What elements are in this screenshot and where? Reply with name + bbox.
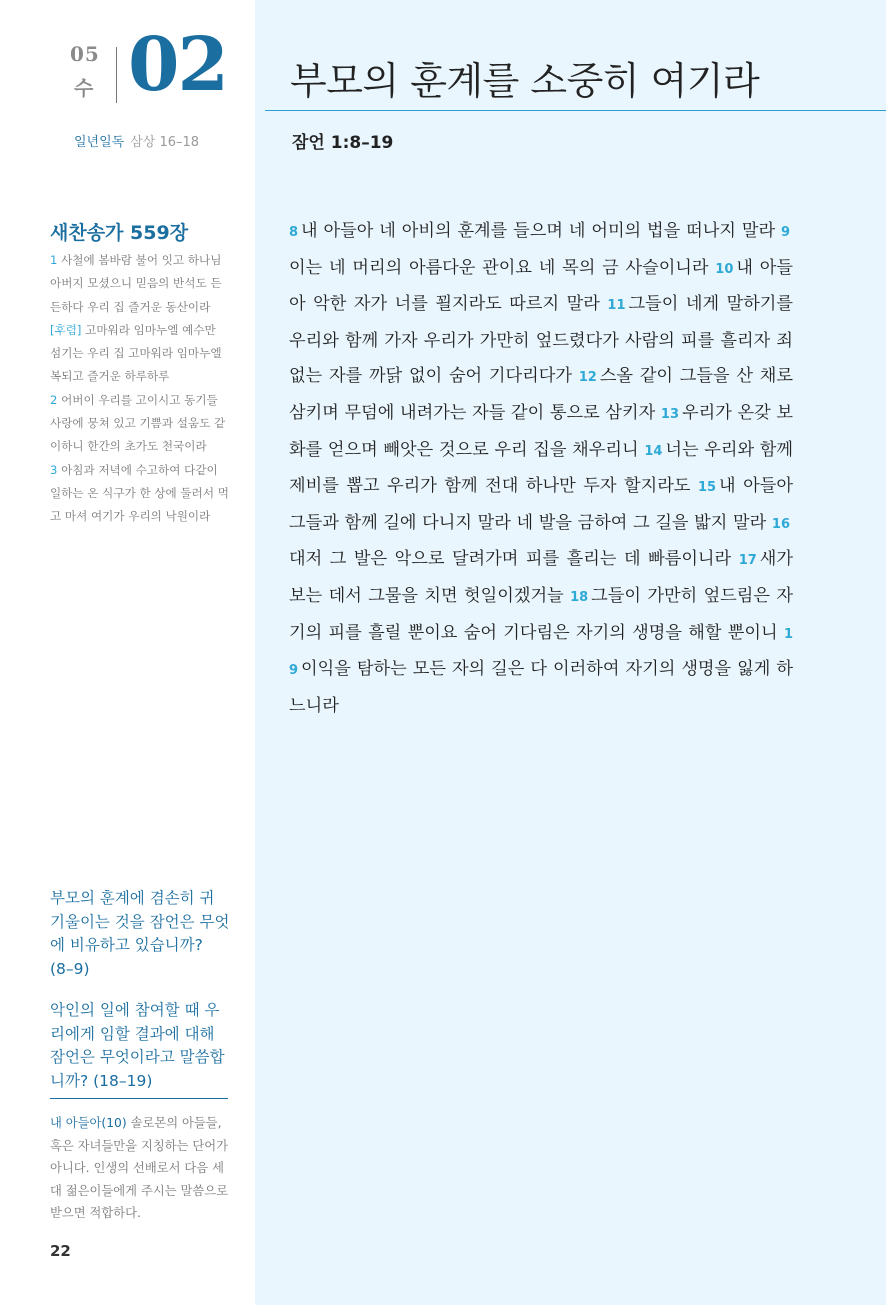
verse-text: 내 아들아 그들과 함께 길에 다니지 말라 네 발을 금하여 그 길을 밟지 말라: [289, 476, 793, 533]
verse-text: 새가 보는 데서 그물을 치면 헛일이겠거늘: [289, 549, 793, 606]
page-title: 부모의 훈계를 소중히 여기라: [290, 59, 760, 103]
verse-number: 9: [780, 225, 791, 240]
verse-text: 그들이 네게 말하기를 우리와 함께 가자 우리가 가만히 엎드렸다가 사람의 피를 흘리자 죄 없는 자를 까닭 없이 숨어 기다리다가: [289, 294, 793, 387]
annual-reading-label: 일년일독: [74, 135, 125, 150]
verse-text: 그들이 가만히 엎드림은 자기의 피를 흘릴 뿐이요 숨어 기다림은 자기의 생명을 해할 뿐이니: [289, 585, 793, 643]
passage-reference: 잠언 1:8–19: [292, 133, 394, 153]
verse-text: 이익을 탐하는 모든 자의 길은 다 이러하여 자기의 생명을 잃게 하느니라: [289, 659, 793, 716]
verse-text: 우리가 온갖 보화를 얻으며 빼앗은 것으로 우리 집을 채우리니: [289, 402, 793, 460]
annual-reading: [74, 131, 199, 150]
verse-number: 17: [738, 553, 757, 569]
scripture-text: [289, 214, 793, 724]
verse-number: 8: [289, 225, 299, 240]
verse-number: 18: [570, 589, 589, 605]
hymn-refrain-label: [후렴]: [50, 322, 82, 337]
verse-number: 12: [578, 370, 597, 386]
verse-number: 15: [697, 480, 717, 496]
study-questions: [50, 887, 230, 1111]
day-number: 02: [128, 22, 227, 108]
hymn-verse-text: 사철에 봄바람 불어 잇고 하나님 아버지 모셨으니 믿음의 반석도 든든하다 우리 집 즐거운 동산이라: [50, 253, 222, 314]
hymn-title: 새찬송가 559장: [50, 222, 189, 244]
question-1: 부모의 훈계에 겸손히 귀 기울이는 것을 잠언은 무엇에 비유하고 있습니까? (8–9): [50, 889, 230, 978]
note-term: 내 아들아(10): [50, 1116, 127, 1130]
study-note: [50, 1112, 230, 1225]
annual-reading-ref: 삼상 16–18: [130, 135, 200, 150]
verse-number: 10: [715, 261, 734, 277]
month-label: 05: [70, 42, 100, 66]
hymn-verse-text: 어버이 우리를 고이시고 동기들 사랑에 뭉쳐 있고 기쁨과 설움도 같이하니 한간의 초가도 천국이라: [50, 392, 226, 454]
verse-text: 대저 그 발은 악으로 달려가며 피를 흘리는 데 빠름이니라: [289, 549, 732, 570]
hymn-verse-text: 고마워라 임마누엘 예수만 섬기는 우리 집 고마워라 임마누엘 복되고 즐거운 하루하루: [50, 322, 222, 384]
verse-number: 16: [771, 516, 790, 532]
hymn-verse-number: 1: [50, 253, 58, 267]
note-text: 솔로몬의 아들들, 혹은 자녀들만을 지칭하는 단어가 아니다. 인생의 선배로서 다음 세대 젊은이들에게 주시는 말씀으로 받으면 적합하다.: [50, 1116, 229, 1220]
verse-number: 13: [660, 406, 679, 422]
hymn-verse-text: 아침과 저녁에 수고하여 다같이 일하는 온 식구가 한 상에 둘러서 먹고 마셔 여기가 우리의 낙원이라: [50, 462, 229, 524]
page-number: 22: [50, 1242, 71, 1260]
note-divider: [50, 1098, 228, 1099]
question-2: 악인의 일에 참여할 때 우리에게 임할 결과에 대해 잠언은 무엇이라고 말씀합니까? (18–19): [50, 1001, 225, 1090]
verse-text: 이는 네 머리의 아름다운 관이요 네 목의 금 사슬이니라: [289, 257, 709, 278]
hymn-verse-number: 2: [50, 392, 58, 407]
hymn-lyrics: [50, 249, 230, 529]
title-divider: [265, 110, 886, 111]
verse-number: 14: [644, 443, 663, 459]
verse-text: 내 아들아 네 아비의 훈계를 들으며 네 어미의 법을 떠나지 말라: [301, 221, 776, 241]
verse-number: 11: [607, 298, 626, 314]
verse-text: 스올 같이 그들을 산 채로 삼키며 무덤에 내려가는 자들 같이 통으로 삼키자: [289, 366, 793, 423]
date-divider: [116, 47, 117, 103]
verse-number: 19: [289, 626, 793, 679]
weekday-label: 수: [74, 76, 94, 100]
hymn-verse-number: 3: [50, 462, 58, 477]
verse-text: 너는 우리와 함께 제비를 뽑고 우리가 함께 전대 하나만 두자 할지라도: [289, 439, 794, 497]
verse-text: 내 아들아 악한 자가 너를 꾈지라도 따르지 말라: [289, 257, 793, 315]
